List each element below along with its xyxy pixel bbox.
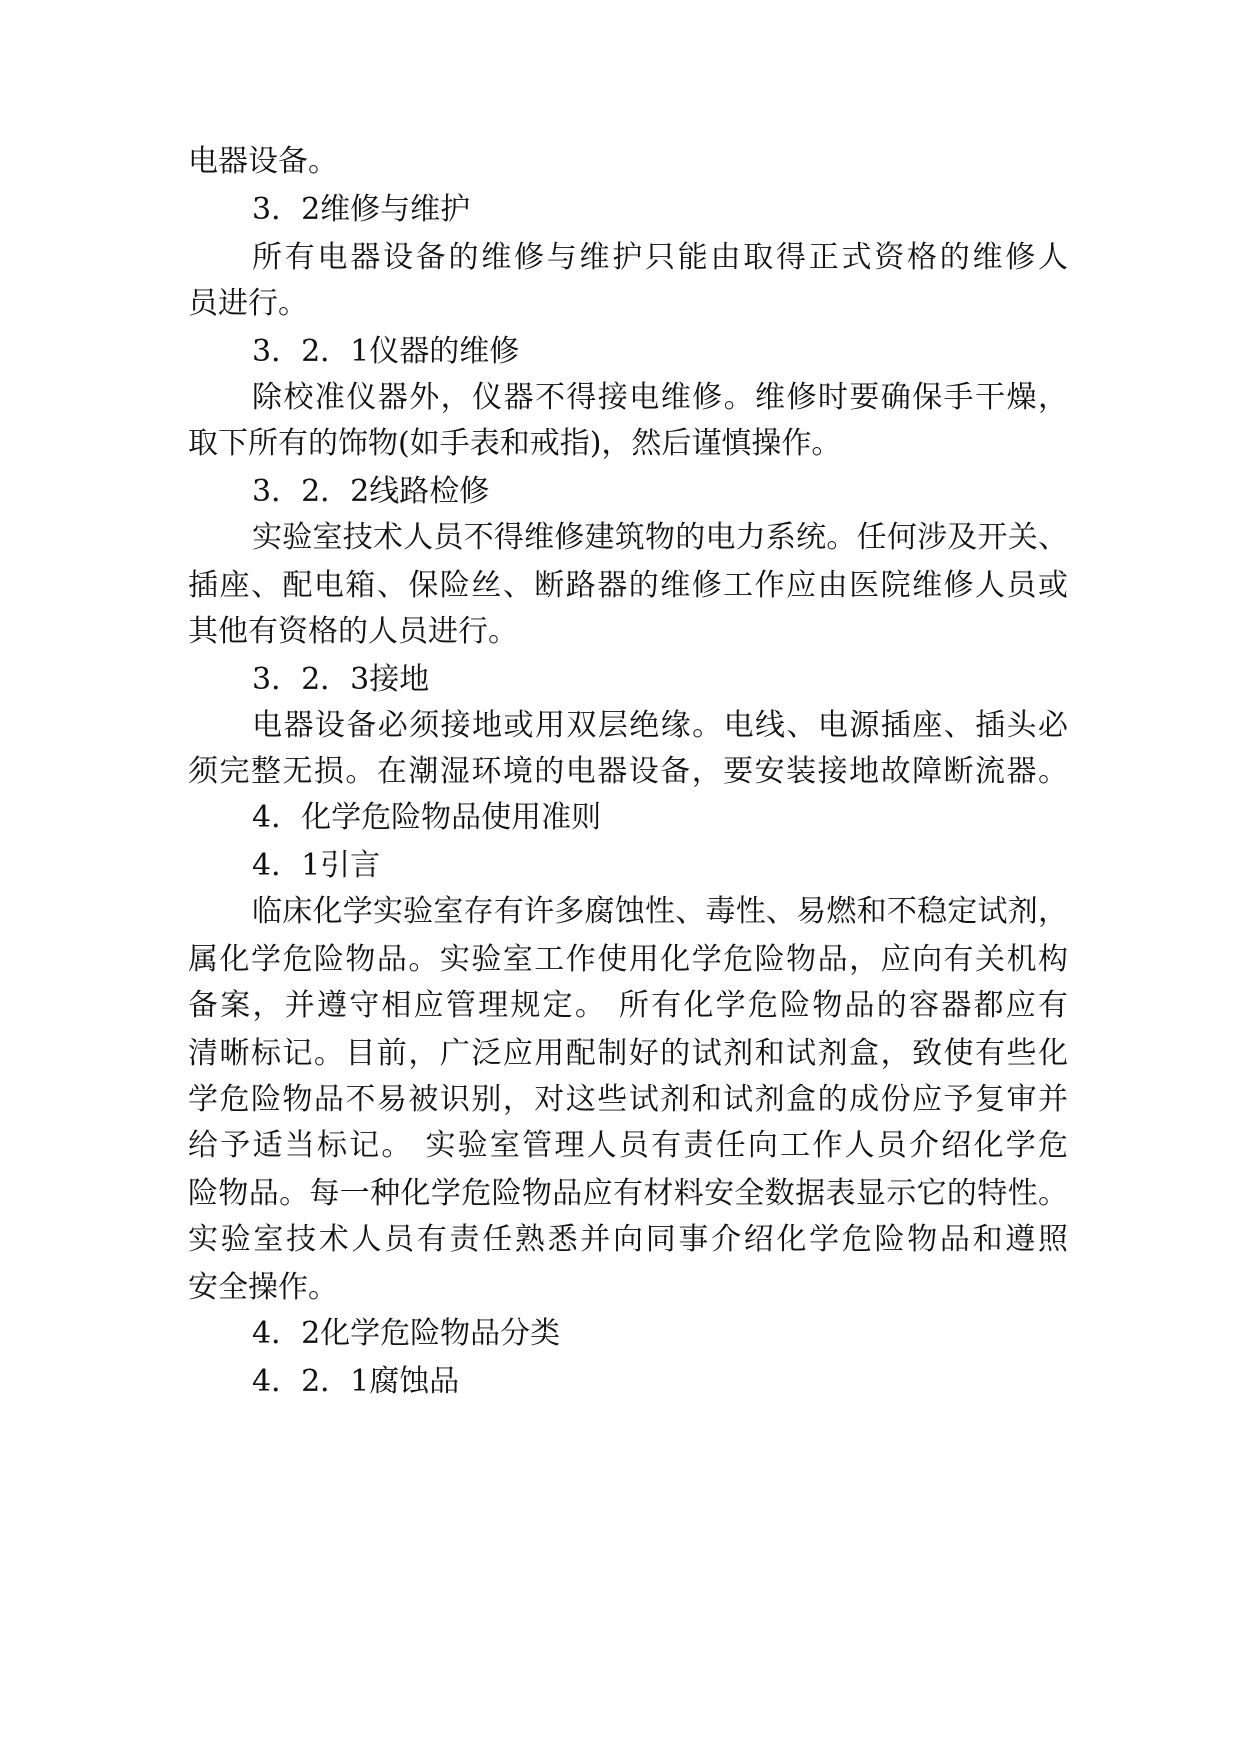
- section-heading: 4．1引言: [252, 848, 381, 883]
- body-text-line: 备案，并遵守相应管理规定。 所有化学危险物品的容器都应有: [188, 988, 1068, 1023]
- body-text-line: 清晰标记。目前，广泛应用配制好的试剂和试剂盒，致使有些化: [188, 1036, 1068, 1071]
- body-text-line: 取下所有的饰物(如手表和戒指)，然后谨慎操作。: [188, 426, 842, 461]
- body-text-line: 学危险物品不易被识别，对这些试剂和试剂盒的成份应予复审并: [188, 1082, 1068, 1117]
- body-text-line: 其他有资格的人员进行。: [188, 614, 518, 649]
- section-heading: 3．2维修与维护: [252, 192, 471, 227]
- section-heading: 4．化学危险物品使用准则: [252, 800, 602, 835]
- paragraph-line: 所有电器设备的维修与维护只能由取得正式资格的维修人: [252, 240, 1068, 275]
- section-heading: 4．2．1腐蚀品: [252, 1364, 460, 1399]
- section-heading: 3．2．3接地: [252, 662, 430, 697]
- body-text-line: 实验室技术人员有责任熟悉并向同事介绍化学危险物品和遵照: [188, 1222, 1068, 1257]
- paragraph-line: 电器设备必须接地或用双层绝缘。电线、电源插座、插头必: [252, 708, 1068, 743]
- paragraph-line: 临床化学实验室存有许多腐蚀性、毒性、易燃和不稳定试剂，: [252, 894, 1068, 929]
- section-heading: 3．2．1仪器的维修: [252, 334, 520, 369]
- body-text-line: 属化学危险物品。实验室工作使用化学危险物品，应向有关机构: [188, 942, 1068, 977]
- body-text-line: 插座、配电箱、保险丝、断路器的维修工作应由医院维修人员或: [188, 568, 1068, 603]
- section-heading: 4．2化学危险物品分类: [252, 1316, 561, 1351]
- body-text-line: 安全操作。: [188, 1270, 338, 1305]
- paragraph-line: 实验室技术人员不得维修建筑物的电力系统。任何涉及开关、: [252, 520, 1068, 555]
- section-heading: 3．2．2线路检修: [252, 474, 490, 509]
- body-text-line: 险物品。每一种化学危险物品应有材料安全数据表显示它的特性。: [188, 1176, 1068, 1211]
- body-text-line: 须完整无损。在潮湿环境的电器设备，要安装接地故障断流器。: [188, 754, 1068, 789]
- body-text-line: 给予适当标记。 实验室管理人员有责任向工作人员介绍化学危: [188, 1128, 1068, 1163]
- body-text-line: 电器设备。: [188, 144, 338, 179]
- paragraph-line: 除校准仪器外，仪器不得接电维修。维修时要确保手干燥，: [252, 380, 1068, 415]
- body-text-line: 员进行。: [188, 286, 308, 321]
